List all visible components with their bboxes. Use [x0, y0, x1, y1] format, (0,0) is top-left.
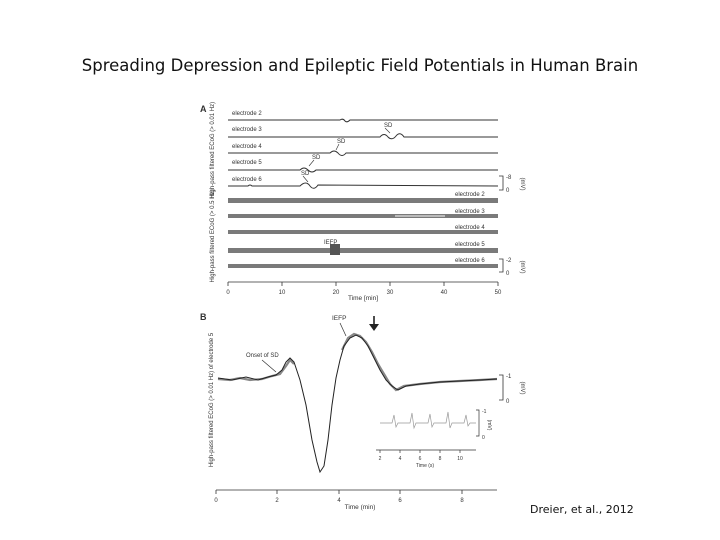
onset-of-sd-pointer	[262, 360, 276, 372]
inset-xlabel: Time (s)	[415, 463, 435, 469]
sd-annotation-e6: SD	[301, 171, 310, 177]
top-scale-high: -8	[506, 175, 512, 181]
sd-annotation-e3: SD	[384, 123, 393, 129]
top-trace-electrode-4	[228, 151, 498, 156]
panel-b-scale-unit: (mV)	[519, 381, 525, 395]
bottom-label-electrode-6: electrode 6	[455, 258, 485, 264]
top-trace-electrode-6	[228, 183, 498, 188]
sd-annotation-e4: SD	[337, 139, 346, 145]
top-trace-electrode-5	[228, 168, 498, 172]
down-arrow-icon	[369, 316, 379, 331]
citation: Dreier, et al., 2012	[530, 503, 634, 516]
panel-b-scale-low: 0	[506, 399, 510, 405]
panel-b-xtick-0: 0	[214, 498, 218, 504]
inset-xtick-10: 10	[457, 456, 463, 462]
panel-b-xtick-2: 2	[275, 498, 279, 504]
inset-xtick-6: 6	[418, 456, 422, 462]
panel-a-xtick-50: 50	[494, 290, 502, 296]
panel-b-xlabel: Time (min)	[344, 504, 376, 511]
iefp-label-panel-a: IEFP	[324, 240, 338, 246]
sd-annotation-e5: SD	[312, 155, 321, 161]
panel-b-xtick-8: 8	[460, 498, 464, 504]
top-trace-electrode-3	[228, 134, 498, 139]
panel-b-scale-high: -1	[506, 374, 512, 380]
inset-scale-low: 0	[482, 435, 485, 441]
panel-a-ylabel-bottom: High-pass filtered ECoG (> 0.5 Hz)	[210, 189, 216, 283]
inset-xtick-8: 8	[438, 456, 442, 462]
bottom-label-electrode-2: electrode 2	[455, 192, 485, 198]
panel-a-xlabel: Time [min]	[347, 295, 379, 302]
bottom-band-electrode-6	[228, 264, 498, 268]
bottom-label-electrode-4: electrode 4	[455, 225, 485, 231]
bottom-scale-high: -2	[506, 258, 512, 264]
inset-scale-high: -1	[482, 409, 487, 415]
top-scale-low: 0	[506, 188, 510, 194]
inset-plot	[376, 410, 479, 453]
bottom-band-electrode-5	[228, 248, 498, 253]
top-label-electrode-2: electrode 2	[232, 111, 262, 117]
inset-xtick-4: 4	[398, 456, 402, 462]
bottom-label-electrode-3: electrode 3	[455, 209, 485, 215]
top-trace-electrode-2	[228, 119, 498, 122]
panel-a-xtick-20: 20	[332, 290, 340, 296]
panel-a-letter: A	[200, 104, 207, 114]
panel-a-xtick-40: 40	[440, 290, 448, 296]
top-label-electrode-4: electrode 4	[232, 144, 262, 150]
panel-a-xtick-10: 10	[278, 290, 286, 296]
top-label-electrode-5: electrode 5	[232, 160, 262, 166]
bottom-label-electrode-5: electrode 5	[455, 242, 485, 248]
top-scale-unit: (mV)	[519, 177, 525, 191]
top-label-electrode-3: electrode 3	[232, 127, 262, 133]
panel-b-ylabel: High-pass filtered ECoG (> 0.01 Hz) of electrode 5	[209, 332, 215, 468]
bottom-scale-low: 0	[506, 271, 510, 277]
bottom-scale-unit: (mV)	[519, 260, 525, 274]
iefp-label-panel-b: IEFP	[332, 315, 347, 322]
panel-a-ylabel-top: High-pass filtered ECoG (> 0.01 Hz)	[210, 101, 216, 199]
top-label-electrode-6: electrode 6	[232, 177, 262, 183]
inset-scale-unit: (mV)	[486, 419, 492, 431]
iefp-pointer	[340, 323, 346, 336]
panel-a-xtick-30: 30	[386, 290, 394, 296]
inset-xtick-2: 2	[378, 456, 382, 462]
panel-b-xtick-6: 6	[398, 498, 402, 504]
slide-title: Spreading Depression and Epileptic Field Potentials in Human Brain	[81, 56, 639, 75]
panel-b-letter: B	[200, 312, 207, 322]
panel-a-xtick-0: 0	[226, 290, 230, 296]
onset-of-sd-label: Onset of SD	[246, 353, 279, 359]
panel-b-xtick-4: 4	[337, 498, 341, 504]
bottom-band-electrode-2	[228, 198, 498, 203]
